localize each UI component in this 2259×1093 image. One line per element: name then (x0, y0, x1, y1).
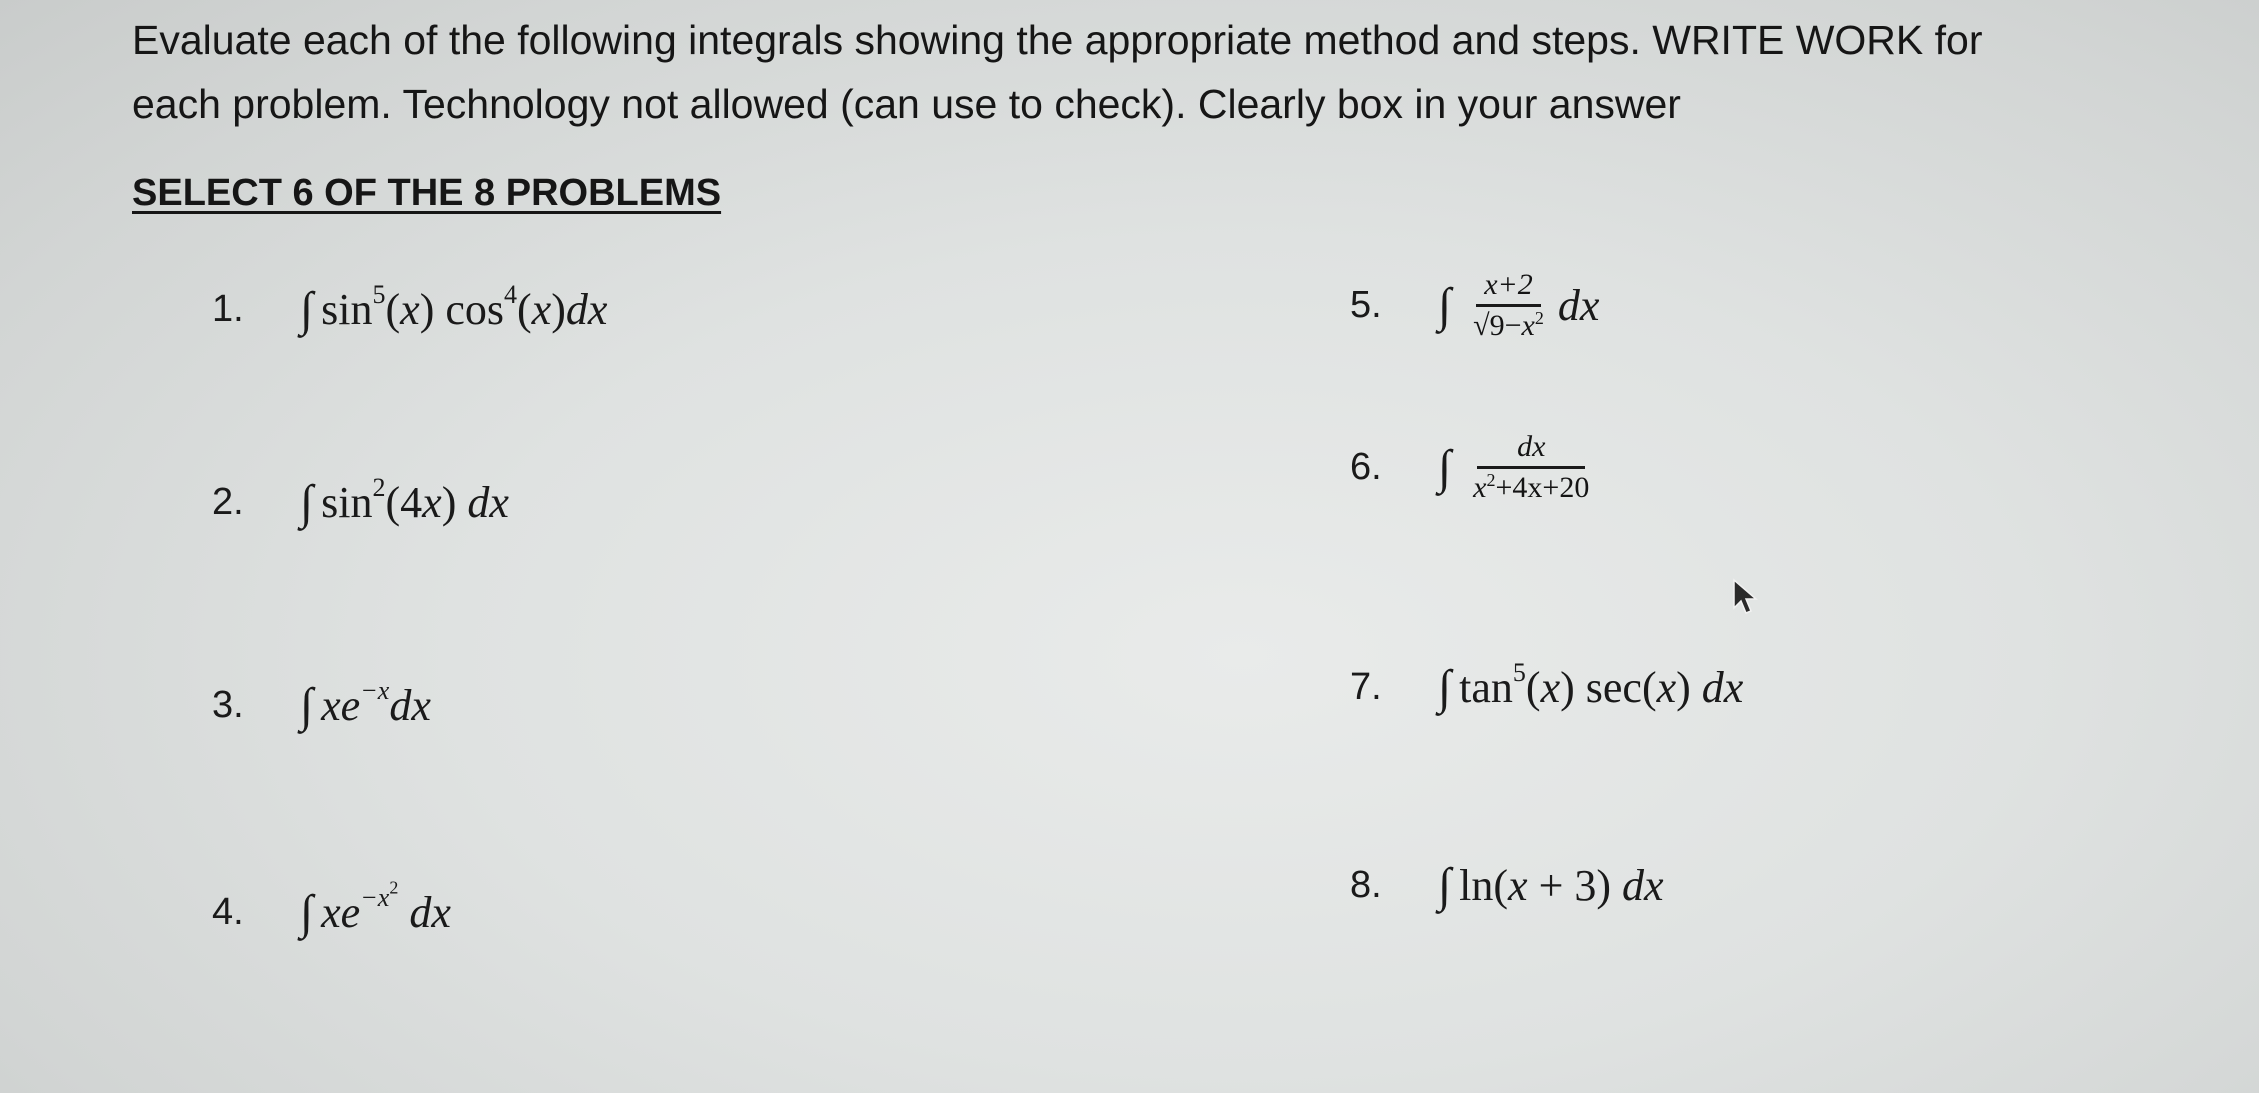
select-heading: SELECT 6 OF THE 8 PROBLEMS (132, 172, 722, 214)
problem-number: 8. (1350, 864, 1382, 906)
instructions-text (132, 8, 2212, 136)
fraction-numerator: x+2 (1476, 268, 1541, 307)
problem-4 (212, 877, 451, 940)
integrand: $xe^{-x}dx$ (321, 676, 431, 730)
problem-8 (1350, 858, 1664, 913)
problem-number: 4. (212, 891, 244, 933)
problem-number: 2. (212, 481, 244, 523)
mouse-pointer-icon (1732, 578, 1762, 618)
problem-number: 3. (212, 684, 244, 726)
fraction (1465, 430, 1597, 505)
integral-sign: ∫ (300, 886, 314, 939)
integral-sign: ∫ (300, 283, 314, 336)
problem-3 (212, 678, 431, 733)
integral-sign: ∫ (1438, 441, 1452, 494)
fraction-denominator: $x^2+4x+20$ (1473, 470, 1590, 504)
problem-number: 1. (212, 288, 244, 330)
integral-sign: ∫ (1438, 661, 1452, 714)
problem-7 (1350, 660, 1743, 715)
differential: dx (1557, 281, 1600, 330)
fraction-denominator: $√9-x^2$ (1473, 308, 1544, 342)
integrand: ln(x + 3) dx (1459, 861, 1664, 910)
integral-sign: ∫ (1438, 279, 1452, 332)
problem-number: 7. (1350, 666, 1382, 708)
problem-2 (212, 475, 509, 530)
fraction (1465, 268, 1552, 343)
problem-5 (1350, 268, 1599, 343)
integrand: $\sin^5(x)$ $\cos^4(x)dx$ (321, 280, 608, 334)
problem-6 (1350, 430, 1603, 505)
problem-number: 5. (1350, 284, 1382, 326)
instructions-line-2: each problem. Technology not allowed (can use to check). Clearly box in your answer (132, 81, 1681, 127)
integrand: $xe^{-x^2}$ dx (321, 877, 451, 937)
integral-sign: ∫ (300, 679, 314, 732)
integrand: $\tan^5(x)$ sec(x) dx (1459, 658, 1744, 712)
fraction-numerator: dx (1477, 430, 1585, 469)
problem-number: 6. (1350, 446, 1382, 488)
instructions-line-1: Evaluate each of the following integrals showing the appropriate method and steps. WRITE WORK for (132, 17, 1983, 63)
integral-sign: ∫ (300, 476, 314, 529)
problem-1 (212, 282, 607, 337)
integral-sign: ∫ (1438, 859, 1452, 912)
integrand: $\sin^2(4x)$ dx (321, 473, 509, 527)
